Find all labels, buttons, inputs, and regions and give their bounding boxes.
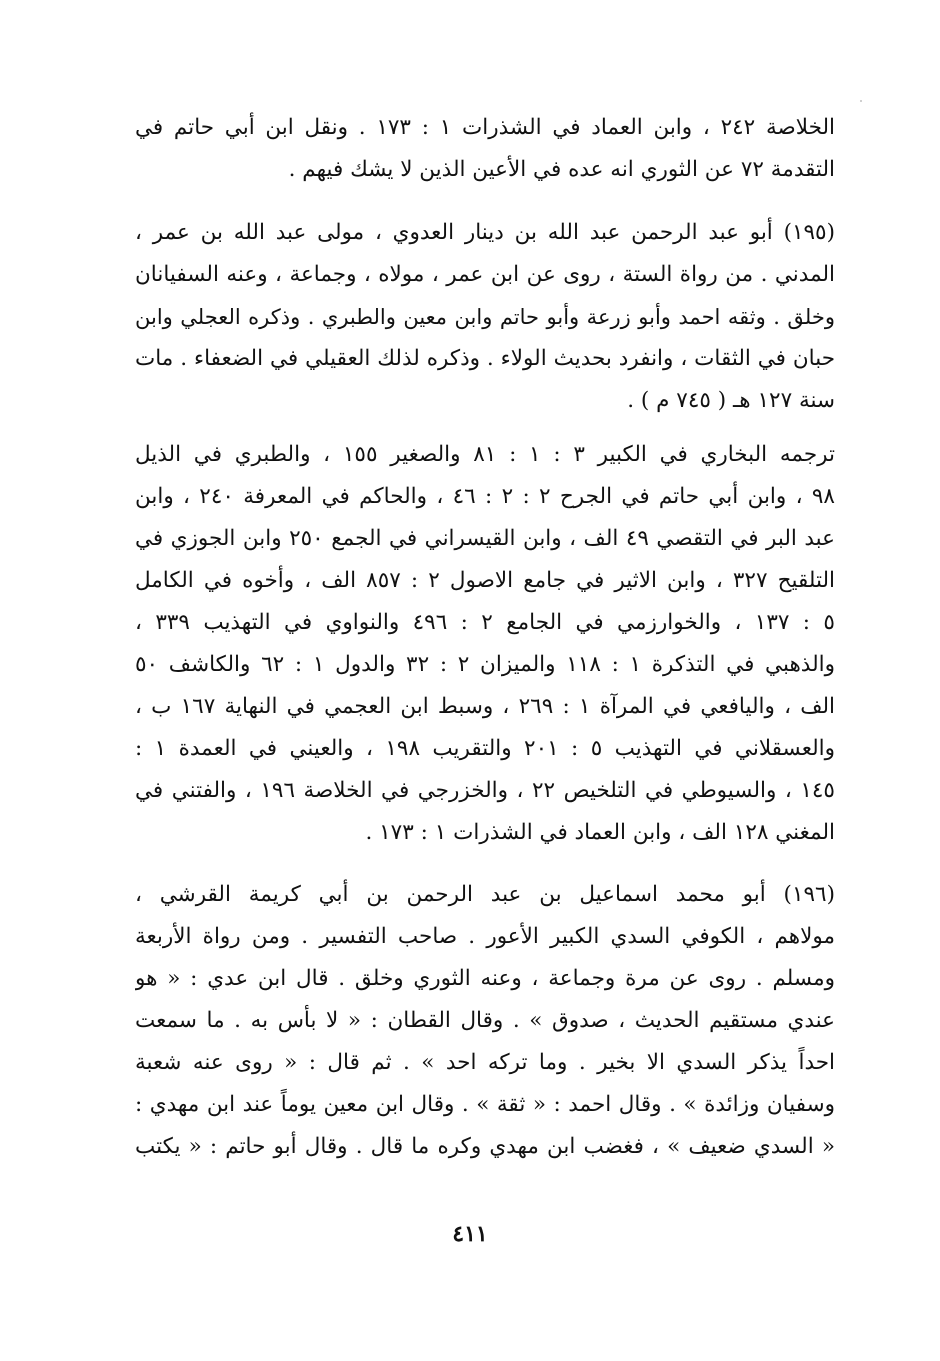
text-line: التلقيح ٣٢٧ ، وابن الاثير في جامع الاصول ٢ : ٨٥٧ الف ، وأخوه في الكامل xyxy=(135,568,835,593)
text-line: ترجمه البخاري في الكبير ٣ : ١ : ٨١ والصغير ١٥٥ ، والطبري في الذيل xyxy=(135,442,835,467)
text-line: وسفيان وزائدة » . وقال احمد : « ثقة » . وقال ابن معين يوماً عند ابن مهدي : xyxy=(135,1092,835,1117)
text-line: المغني ١٢٨ الف ، وابن العماد في الشذرات ١ : ١٧٣ . xyxy=(365,820,835,845)
text-line: التقدمة ٧٢ عن الثوري انه عده في الأعين الذين لا يشك فيهم . xyxy=(288,157,835,182)
text-line: ١٤٥ ، والسيوطي في التلخيص ٢٢ ، والخزرجي في الخلاصة ١٩٦ ، والفتني في xyxy=(135,778,835,803)
text-line: وخلق . وثقه احمد وأبو زرعة وأبو حاتم وابن معين والطبري . وذكره العجلي وابن xyxy=(135,305,835,329)
page-number: ٤١١ xyxy=(452,1221,488,1247)
text-line: ٥ : ١٣٧ ، والخوارزمي في الجامع ٢ : ٤٩٦ والنواوي في التهذيب ٣٣٩ ، xyxy=(135,610,835,635)
text-line: الخلاصة ٢٤٢ ، وابن العماد في الشذرات ١ : ١٧٣ . ونقل ابن أبي حاتم في xyxy=(135,115,835,140)
margin-dot xyxy=(860,100,862,102)
text-line: عبد البر في التقصي ٤٩ الف ، وابن القيسراني في الجمع ٢٥٠ وابن الجوزي في xyxy=(135,526,835,551)
paragraph-sources-195 xyxy=(135,434,835,854)
text-line: احداً يذكر السدي الا بخير . وما تركه احد » . ثم قال : « روى عنه شعبة xyxy=(135,1050,835,1075)
text-line: والذهبي في التذكرة ١ : ١١٨ والميزان ٢ : ٣٢ والدول ١ : ٦٢ والكاشف ٥٠ xyxy=(135,652,835,677)
text-line: ٩٨ ، وابن أبي حاتم في الجرح ٢ : ٢ : ٤٦ ، والحاكم في المعرفة ٢٤٠ ، وابن xyxy=(135,484,835,509)
text-line: حبان في الثقات ، وانفرد بحديث الولاء . وذكره لذلك العقيلي في الضعفاء . مات xyxy=(135,346,835,371)
text-line: والعسقلاني في التهذيب ٥ : ٢٠١ والتقريب ١٩٨ ، والعيني في العمدة ١ : xyxy=(135,736,835,761)
text-line: (١٩٥) أبو عبد الرحمن عبد الله بن دينار العدوي ، مولى عبد الله بن عمر ، xyxy=(135,220,835,245)
text-line: سنة ١٢٧ هـ ( ٧٤٥ م ) . xyxy=(627,388,835,413)
text-line: عندي مستقيم الحديث ، صدوق » . وقال القطان : « لا بأس به . ما سمعت xyxy=(135,1008,835,1033)
text-line: ومسلم . روى عن مرة وجماعة ، وعنه الثوري وخلق . قال ابن عدي : « هو xyxy=(135,966,835,991)
text-line: مولاهم ، الكوفي السدي الكبير الأعور . صاحب التفسير . ومن رواة الأربعة xyxy=(135,924,835,949)
paragraph-entry-195 xyxy=(135,212,835,422)
text-line: الف ، واليافعي في المرآة ١ : ٢٦٩ ، وسبط ابن العجمي في النهاية ١٦٧ ب ، xyxy=(135,694,835,719)
text-line: المدني . من رواة الستة ، روى عن ابن عمر ، مولاه ، وجماعة ، وعنه السفيانان xyxy=(135,262,835,287)
text-line: (١٩٦) أبو محمد اسماعيل بن عبد الرحمن بن أبي كريمة القرشي ، xyxy=(135,882,835,907)
text-line: « السدي ضعيف » ، فغضب ابن مهدي وكره ما قال . وقال أبو حاتم : « يكتب xyxy=(135,1134,835,1159)
paragraph-entry-196 xyxy=(135,874,835,1168)
paragraph-continuation xyxy=(135,107,835,191)
